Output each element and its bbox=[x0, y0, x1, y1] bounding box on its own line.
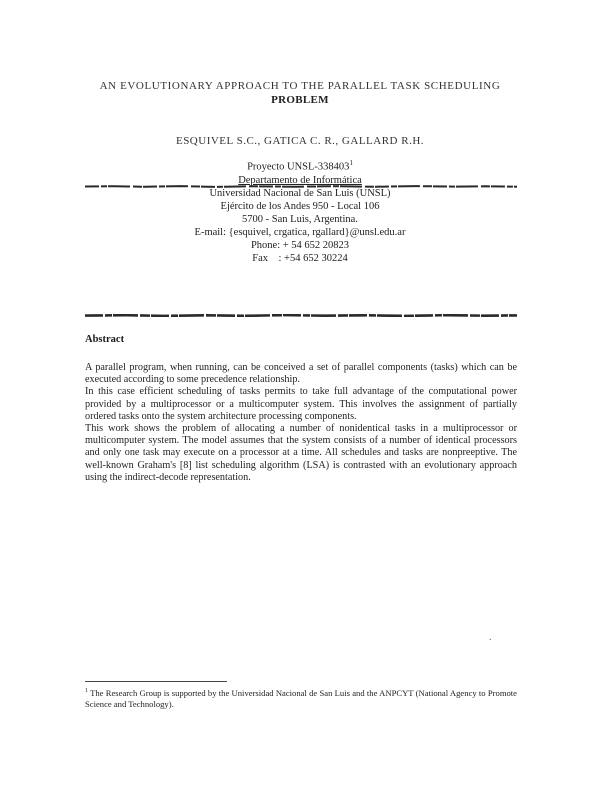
affiliation-block bbox=[60, 157, 540, 265]
abstract-separator-rule bbox=[85, 314, 517, 317]
footnote-mark: 1 bbox=[85, 688, 88, 694]
abstract-paragraph-1: A parallel program, when running, can be conceived a set of parallel components (tasks) which can be executed according to some precedence relationship. bbox=[85, 362, 517, 386]
department-line: Departamento de Informática bbox=[238, 174, 362, 186]
email-line: E-mail: {esquivel, crgatica, rgallard}@unsl.edu.ar bbox=[194, 226, 406, 238]
abstract-heading: Abstract bbox=[85, 334, 125, 345]
project-footnote-mark: 1 bbox=[349, 159, 353, 167]
title-line-1: AN EVOLUTIONARY APPROACH TO THE PARALLEL TASK SCHEDULING bbox=[99, 80, 501, 92]
footnote bbox=[85, 686, 517, 710]
footnote-text: The Research Group is supported by the Universidad Nacional de San Luis and the ANPCYT (National Agency to Promote Science and Technology). bbox=[85, 687, 517, 709]
project-line bbox=[60, 157, 540, 174]
footnote-rule bbox=[85, 681, 227, 682]
abstract-paragraph-3: This work shows the problem of allocating a number of nonidentical tasks in a multiprocessor or multicomputer system. The model assumes that the system consists of a number of identical processors and only one task may execute on a processor at a time. All schedules and tasks are nonpreeptive. The well-known Graham's [8] list scheduling algorithm (LSA) is contrasted with an evolutionary approach using the indirect-decode representation. bbox=[85, 423, 517, 483]
title-line-2: PROBLEM bbox=[271, 94, 329, 106]
fax-line: Fax : +54 652 30224 bbox=[252, 252, 348, 264]
city-line: 5700 - San Luis, Argentina. bbox=[242, 213, 358, 225]
author-list: ESQUIVEL S.C., GATICA C. R., GALLARD R.H. bbox=[175, 135, 425, 147]
stray-scan-mark: . bbox=[489, 632, 492, 643]
abstract-paragraph-2: In this case efficient scheduling of tasks permits to take full advantage of the computational power provided by a multiprocessor or a multicomputer system. This involves the assignment of partially ordered tasks onto the system architecture processing components. bbox=[85, 386, 517, 422]
address-line: Ejército de los Andes 950 - Local 106 bbox=[220, 200, 380, 212]
abstract-body bbox=[85, 362, 517, 484]
paper-title bbox=[60, 79, 540, 107]
project-id: Proyecto UNSL-338403 bbox=[247, 161, 350, 173]
university-line: Universidad Nacional de San Luis (UNSL) bbox=[209, 187, 391, 199]
header-separator-rule bbox=[85, 185, 517, 188]
phone-line: Phone: + 54 652 20823 bbox=[250, 239, 350, 251]
